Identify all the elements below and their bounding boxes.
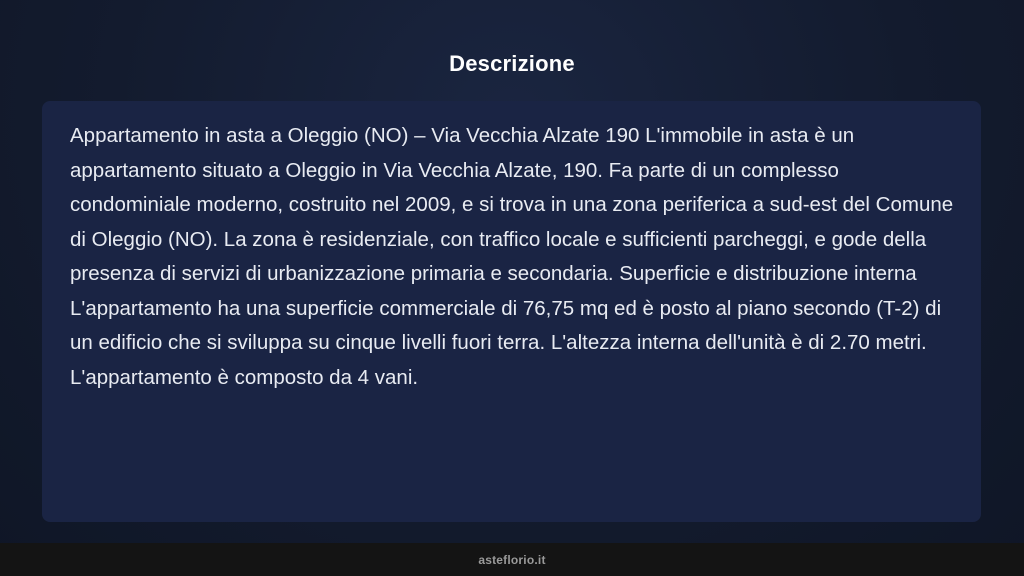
footer-bar	[0, 543, 1024, 576]
page-title: Descrizione	[449, 51, 575, 76]
description-card	[42, 101, 981, 522]
footer-brand-label: asteflorio.it	[478, 552, 546, 567]
description-text: Appartamento in asta a Oleggio (NO) – Via Vecchia Alzate 190 L'immobile in asta è un appartamento situato a Oleggio in Via Vecchia Alzate, 190. Fa parte di un complesso condominiale moderno, costruito nel 2009, e si trova in una zona periferica a sud-est del Comune di Oleggio (NO). La zona è residenziale, con traffico locale e sufficienti parcheggi, e gode della presenza di servizi di urbanizzazione primaria e secondaria. Superficie e distribuzione interna L'appartamento ha una superficie commerciale di 76,75 mq ed è posto al piano secondo (T-2) di un edificio che si sviluppa su cinque livelli fuori terra. L'altezza interna dell'unità è di 2.70 metri. L'appartamento è composto da 4 vani.	[70, 124, 954, 389]
